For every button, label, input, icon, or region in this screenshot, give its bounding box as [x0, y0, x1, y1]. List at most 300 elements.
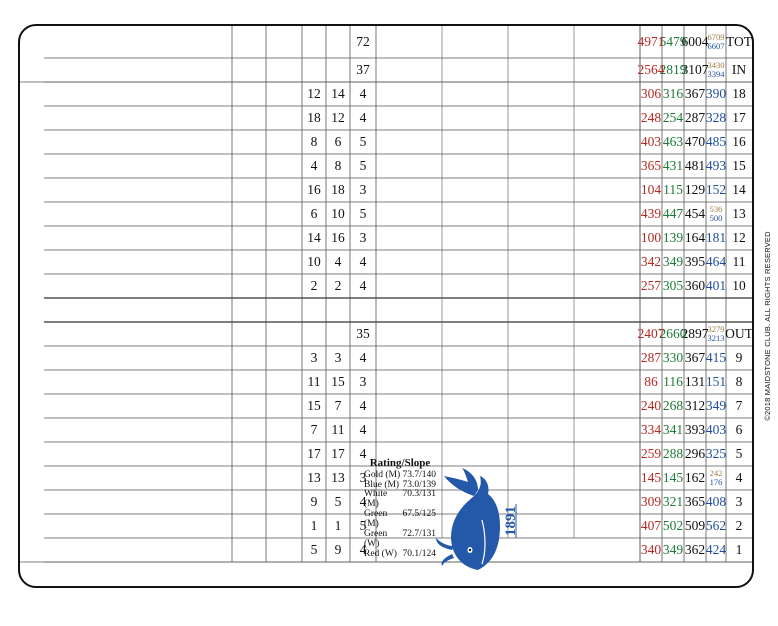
- red-yardage: 248: [640, 110, 662, 126]
- blue-yardage: 152: [705, 182, 727, 198]
- player-score-cell[interactable]: [376, 226, 442, 250]
- hcp-m-value: 18: [331, 182, 345, 198]
- hcp-m-value: 12: [331, 110, 345, 126]
- red-yardage: 2564: [637, 62, 665, 78]
- player-score-cell[interactable]: [442, 250, 508, 274]
- player-score-cell[interactable]: [442, 346, 508, 370]
- red-yardage: 403: [640, 134, 662, 150]
- hcp-m-value: [326, 322, 350, 346]
- player-score-cell[interactable]: [442, 442, 508, 466]
- rating-tee: Gold (M): [364, 469, 401, 480]
- hcp-w-value: 14: [307, 230, 321, 246]
- green-yardage: 115: [663, 182, 683, 198]
- blue-yardage-value: 6607: [707, 41, 725, 51]
- player-score-cell[interactable]: [376, 370, 442, 394]
- player-score-cell[interactable]: [574, 202, 640, 226]
- red-yardage: 100: [640, 230, 662, 246]
- plus-minus-cell[interactable]: [232, 82, 266, 106]
- rating-value: 70.3/131: [402, 489, 436, 500]
- white-yardage: 509: [684, 518, 706, 534]
- blue-yardage-value: 176: [709, 477, 723, 487]
- player-score-cell[interactable]: [508, 538, 574, 562]
- par-value: 4: [359, 278, 367, 294]
- player-score-cell[interactable]: [442, 226, 508, 250]
- blue-yardage: 325: [705, 446, 727, 462]
- green-yardage: 254: [662, 110, 684, 126]
- player-score-cell[interactable]: [442, 26, 508, 58]
- player-score-cell[interactable]: [508, 514, 574, 538]
- hcp-w-value: 16: [307, 182, 321, 198]
- blue-yardage-value: 3394: [707, 69, 725, 79]
- blue-yardage: [704, 468, 728, 488]
- white-yardage: 393: [684, 422, 706, 438]
- blue-yardage: 181: [705, 230, 727, 246]
- white-yardage: 162: [684, 470, 706, 486]
- player-score-cell[interactable]: [442, 490, 508, 514]
- rating-value: 73.7/140: [402, 469, 436, 480]
- player-score-cell[interactable]: [574, 346, 640, 370]
- hole-number: 15: [732, 158, 746, 174]
- player-score-cell[interactable]: [376, 418, 442, 442]
- player-score-cell[interactable]: [574, 58, 640, 82]
- plus-minus-cell[interactable]: [266, 226, 302, 250]
- red-yardage: 86: [644, 374, 658, 390]
- rating-value: 73.0/139: [402, 479, 436, 490]
- plus-minus-cell[interactable]: [232, 202, 266, 226]
- red-yardage: 259: [640, 446, 662, 462]
- rating-tee: White (M): [364, 489, 388, 510]
- plus-minus-cell[interactable]: [232, 58, 266, 82]
- green-yardage: 145: [662, 470, 684, 486]
- plus-minus-cell[interactable]: [232, 490, 266, 514]
- player-score-cell[interactable]: [574, 178, 640, 202]
- gold-yardage: 3279: [707, 324, 725, 335]
- hcp-w-value: 5: [310, 542, 318, 558]
- white-yardage: 365: [684, 494, 706, 510]
- hcp-w-value: 8: [310, 134, 318, 150]
- plus-minus-cell[interactable]: [232, 418, 266, 442]
- hcp-m-value: 6: [334, 134, 342, 150]
- green-yardage: 2660: [659, 326, 687, 342]
- plus-minus-cell[interactable]: [266, 514, 302, 538]
- hole-number: 1: [735, 542, 743, 558]
- player-score-cell[interactable]: [376, 26, 442, 58]
- par-value: 4: [359, 110, 367, 126]
- player-score-cell[interactable]: [574, 82, 640, 106]
- player-score-cell[interactable]: [574, 466, 640, 490]
- hole-number: 11: [732, 254, 746, 270]
- player-score-cell[interactable]: [574, 514, 640, 538]
- hcp-m-value: 4: [334, 254, 342, 270]
- player-score-cell[interactable]: [508, 394, 574, 418]
- player-score-cell[interactable]: [574, 418, 640, 442]
- blue-yardage: 403: [705, 422, 727, 438]
- player-score-cell[interactable]: [376, 202, 442, 226]
- player-score-cell[interactable]: [376, 154, 442, 178]
- blue-yardage: 151: [705, 374, 727, 390]
- player-score-cell[interactable]: [508, 274, 574, 298]
- player-score-cell[interactable]: [442, 202, 508, 226]
- player-score-cell[interactable]: [376, 106, 442, 130]
- blue-yardage: 485: [705, 134, 727, 150]
- white-yardage: 395: [684, 254, 706, 270]
- player-score-cell[interactable]: [574, 370, 640, 394]
- blue-yardage: 328: [705, 110, 727, 126]
- player-score-cell[interactable]: [574, 250, 640, 274]
- white-yardage: 454: [684, 206, 706, 222]
- player-score-cell[interactable]: [442, 130, 508, 154]
- par-value: 37: [356, 62, 370, 78]
- header-corner: [726, 562, 752, 586]
- par-value: 5: [359, 158, 367, 174]
- player-score-cell[interactable]: [574, 226, 640, 250]
- hole-number: 7: [735, 398, 743, 414]
- gold-yardage: 536: [709, 204, 723, 215]
- plus-minus-cell[interactable]: [266, 370, 302, 394]
- par-value: 35: [356, 326, 370, 342]
- rating-row: [364, 490, 436, 510]
- player-score-cell[interactable]: [442, 274, 508, 298]
- player-score-cell[interactable]: [574, 490, 640, 514]
- player-score-cell[interactable]: [508, 370, 574, 394]
- plus-minus-cell[interactable]: [232, 26, 266, 58]
- hcp-m-value: 16: [331, 230, 345, 246]
- plus-minus-cell[interactable]: [266, 346, 302, 370]
- par-value: 4: [359, 86, 367, 102]
- net-score-label: [548, 0, 580, 230]
- green-yardage: 305: [662, 278, 684, 294]
- hcp-w-value: 9: [310, 494, 318, 510]
- white-yardage: 129: [684, 182, 706, 198]
- white-yardage: 164: [684, 230, 706, 246]
- plus-minus-cell[interactable]: [266, 442, 302, 466]
- hole-number: 18: [732, 86, 746, 102]
- green-yardage: 139: [662, 230, 684, 246]
- player-score-cell[interactable]: [376, 274, 442, 298]
- blue-yardage: 401: [705, 278, 727, 294]
- hcp-w-value: 15: [307, 398, 321, 414]
- white-yardage: 367: [684, 86, 706, 102]
- hole-number: 8: [735, 374, 743, 390]
- plus-minus-cell[interactable]: [266, 274, 302, 298]
- hcp-w-value: 17: [307, 446, 321, 462]
- plus-minus-cell[interactable]: [232, 178, 266, 202]
- hcp-w-value: 10: [307, 254, 321, 270]
- attest-label: [289, 0, 311, 87]
- hcp-m-value: 14: [331, 86, 345, 102]
- red-yardage: 104: [640, 182, 662, 198]
- green-yardage: 116: [663, 374, 683, 390]
- plus-minus-cell[interactable]: [232, 514, 266, 538]
- red-yardage: 334: [640, 422, 662, 438]
- player-score-cell[interactable]: [574, 394, 640, 418]
- plus-minus-cell[interactable]: [266, 466, 302, 490]
- hole-number: TOT: [726, 34, 752, 50]
- blue-yardage: 390: [705, 86, 727, 102]
- plus-minus-cell[interactable]: [232, 370, 266, 394]
- rating-value: 67.5/125: [402, 509, 436, 520]
- plus-minus-cell[interactable]: [266, 178, 302, 202]
- green-yardage: 341: [662, 422, 684, 438]
- plus-minus-cell[interactable]: [232, 274, 266, 298]
- plus-minus-cell[interactable]: [232, 346, 266, 370]
- hole-number: 14: [732, 182, 746, 198]
- player-score-cell[interactable]: [442, 370, 508, 394]
- gold-yardage: 6709: [707, 32, 725, 43]
- red-yardage: 309: [640, 494, 662, 510]
- white-yardage: 287: [684, 110, 706, 126]
- scorecard-grid-rotated: [20, 26, 752, 586]
- player-score-cell[interactable]: [508, 490, 574, 514]
- red-yardage: 257: [640, 278, 662, 294]
- green-yardage: 330: [662, 350, 684, 366]
- plus-minus-cell[interactable]: [232, 442, 266, 466]
- green-yardage: 2819: [659, 62, 687, 78]
- player-score-cell[interactable]: [376, 322, 442, 346]
- par-value: 3: [359, 182, 367, 198]
- hcp-m-value: 7: [334, 398, 342, 414]
- par-value: 4: [359, 350, 367, 366]
- blue-yardage: 415: [705, 350, 727, 366]
- blue-yardage: 493: [705, 158, 727, 174]
- rating-tee: Green (W): [364, 529, 388, 550]
- white-yardage: 470: [684, 134, 706, 150]
- player-score-cell[interactable]: [442, 322, 508, 346]
- player-score-cell[interactable]: [442, 394, 508, 418]
- par-value: 4: [359, 494, 367, 510]
- hole-number: 5: [735, 446, 743, 462]
- player-score-cell[interactable]: [574, 274, 640, 298]
- white-yardage: 367: [684, 350, 706, 366]
- player-score-cell[interactable]: [442, 178, 508, 202]
- blue-yardage-value: 500: [709, 213, 723, 223]
- plus-minus-cell[interactable]: [232, 226, 266, 250]
- green-yardage: 502: [662, 518, 684, 534]
- white-yardage: 312: [684, 398, 706, 414]
- player-score-cell[interactable]: [442, 466, 508, 490]
- hole-number: 17: [732, 110, 746, 126]
- plus-minus-cell[interactable]: [266, 322, 302, 346]
- hole-number: 3: [735, 494, 743, 510]
- par-value: 5: [359, 206, 367, 222]
- player-score-cell[interactable]: [376, 58, 442, 82]
- player-score-cell[interactable]: [574, 130, 640, 154]
- player-score-cell[interactable]: [442, 538, 508, 562]
- green-yardage: 463: [662, 134, 684, 150]
- hcp-m-value: 2: [334, 278, 342, 294]
- player-score-cell[interactable]: [574, 322, 640, 346]
- scorecard: [18, 24, 772, 588]
- plus-minus-cell[interactable]: [266, 490, 302, 514]
- hcp-w-value: 18: [307, 110, 321, 126]
- hole-number: 2: [735, 518, 743, 534]
- par-value: 3: [359, 230, 367, 246]
- hcp-w-value: 4: [310, 158, 318, 174]
- blue-yardage-value: 3213: [707, 333, 725, 343]
- plus-minus-cell[interactable]: [232, 154, 266, 178]
- green-yardage: 349: [662, 542, 684, 558]
- red-yardage: 306: [640, 86, 662, 102]
- hole-number: 16: [732, 134, 746, 150]
- plus-minus-cell[interactable]: [232, 130, 266, 154]
- blue-yardage: 349: [705, 398, 727, 414]
- plus-minus-cell[interactable]: [266, 130, 302, 154]
- par-value: 72: [356, 34, 370, 50]
- hole-number: OUT: [725, 326, 753, 342]
- hcp-w-value: 12: [307, 86, 321, 102]
- red-yardage: 340: [640, 542, 662, 558]
- red-yardage: 365: [640, 158, 662, 174]
- par-value: 4: [359, 446, 367, 462]
- rating-row: [364, 530, 436, 550]
- white-yardage: 3107: [681, 62, 709, 78]
- par-value: 4: [359, 422, 367, 438]
- hcp-m-value: 11: [331, 422, 345, 438]
- player-score-cell[interactable]: [574, 26, 640, 58]
- hcp-m-value: [326, 58, 350, 82]
- hcp-m-value: 17: [331, 446, 345, 462]
- green-yardage: 316: [662, 86, 684, 102]
- red-yardage: 145: [640, 470, 662, 486]
- white-yardage: 481: [684, 158, 706, 174]
- plus-minus-cell[interactable]: [266, 250, 302, 274]
- player-score-cell[interactable]: [376, 250, 442, 274]
- green-yardage: 288: [662, 446, 684, 462]
- hcp-m-value: 13: [331, 470, 345, 486]
- rating-value: 70.1/124: [402, 549, 436, 560]
- rating-tee: Blue (M): [364, 479, 400, 490]
- hole-number: 4: [735, 470, 743, 486]
- par-value: 5: [359, 518, 367, 534]
- player-score-cell[interactable]: [442, 514, 508, 538]
- par-value: 4: [359, 542, 367, 558]
- red-yardage: 240: [640, 398, 662, 414]
- par-value: 3: [359, 374, 367, 390]
- hcp-w-value: 2: [310, 278, 318, 294]
- rating-tee: Red (W): [364, 549, 397, 560]
- player-score-cell[interactable]: [574, 154, 640, 178]
- rating-tee: Green (M): [364, 509, 388, 530]
- hole-number: 9: [735, 350, 743, 366]
- player-score-cell[interactable]: [376, 82, 442, 106]
- plus-minus-cell[interactable]: [266, 154, 302, 178]
- date-label: [718, 14, 740, 60]
- white-yardage: 296: [684, 446, 706, 462]
- player-score-cell[interactable]: [376, 178, 442, 202]
- player-score-cell[interactable]: [574, 538, 640, 562]
- player-score-cell[interactable]: [442, 82, 508, 106]
- hcp-w-value: 13: [307, 470, 321, 486]
- gold-yardage: 3430: [707, 60, 725, 71]
- rating-row: [364, 510, 436, 530]
- plus-minus-cell[interactable]: [266, 106, 302, 130]
- hcp-m-value: 9: [334, 542, 342, 558]
- hcp-m-value: 10: [331, 206, 345, 222]
- hole-number: 10: [732, 278, 746, 294]
- player-score-cell[interactable]: [376, 394, 442, 418]
- blue-yardage: 408: [705, 494, 727, 510]
- red-yardage: 287: [640, 350, 662, 366]
- player-score-cell[interactable]: [574, 442, 640, 466]
- white-yardage: 6004: [681, 34, 709, 50]
- player-score-cell[interactable]: [508, 346, 574, 370]
- par-value: 3: [359, 470, 367, 486]
- plus-minus-cell[interactable]: [266, 394, 302, 418]
- green-yardage: 268: [662, 398, 684, 414]
- rating-value: 72.7/131: [402, 529, 436, 540]
- plus-minus-cell[interactable]: [266, 418, 302, 442]
- player-score-cell[interactable]: [376, 130, 442, 154]
- hcp-w-value: 6: [310, 206, 318, 222]
- plus-minus-cell[interactable]: [232, 466, 266, 490]
- rating-slope-block: [350, 454, 442, 560]
- red-yardage: 342: [640, 254, 662, 270]
- player-score-cell[interactable]: [508, 466, 574, 490]
- hcp-m-value: 3: [334, 350, 342, 366]
- hcp-m-value: 15: [331, 374, 345, 390]
- red-yardage: 4971: [637, 34, 665, 50]
- green-yardage: 447: [662, 206, 684, 222]
- hcp-w-value: 11: [307, 374, 321, 390]
- hole-number: 6: [735, 422, 743, 438]
- plus-minus-cell[interactable]: [232, 106, 266, 130]
- green-yardage: 5479: [659, 34, 687, 50]
- blue-yardage: 562: [705, 518, 727, 534]
- hcp-m-value: 5: [334, 494, 342, 510]
- blue-yardage: 464: [705, 254, 727, 270]
- player-score-cell[interactable]: [508, 442, 574, 466]
- svg-text:1891: 1891: [503, 506, 519, 536]
- par-value: 4: [359, 398, 367, 414]
- player-score-cell[interactable]: [574, 106, 640, 130]
- player-score-cell[interactable]: [508, 322, 574, 346]
- player-score-cell[interactable]: [442, 58, 508, 82]
- scorer-label: [633, 0, 655, 77]
- par-value: 4: [359, 254, 367, 270]
- player-score-cell[interactable]: [376, 346, 442, 370]
- player-score-cell[interactable]: [442, 106, 508, 130]
- hcp-w-value: 7: [310, 422, 318, 438]
- plus-minus-cell[interactable]: [232, 322, 266, 346]
- blue-yardage: 424: [705, 542, 727, 558]
- green-yardage: 321: [662, 494, 684, 510]
- plus-minus-cell[interactable]: [232, 250, 266, 274]
- white-yardage: 2897: [681, 326, 709, 342]
- par-value: 5: [359, 134, 367, 150]
- green-yardage: 431: [662, 158, 684, 174]
- plus-minus-cell[interactable]: [232, 394, 266, 418]
- gold-yardage: 242: [709, 468, 723, 479]
- player-score-cell[interactable]: [508, 418, 574, 442]
- player-score-cell[interactable]: [442, 418, 508, 442]
- red-yardage: 407: [640, 518, 662, 534]
- plus-minus-cell[interactable]: [266, 538, 302, 562]
- hcp-m-value: 8: [334, 158, 342, 174]
- copyright-text: ©2018 MAIDSTONE CLUB. ALL RIGHTS RESERVED: [763, 231, 772, 421]
- hcp-w-value: 3: [310, 350, 318, 366]
- plus-minus-cell[interactable]: [266, 202, 302, 226]
- player-score-cell[interactable]: [442, 154, 508, 178]
- hole-number: IN: [731, 62, 747, 78]
- red-yardage: 439: [640, 206, 662, 222]
- hole-number: 12: [732, 230, 746, 246]
- scorecard-cells: [20, 26, 752, 586]
- rating-slope-title: Rating/Slope: [369, 457, 431, 469]
- plus-minus-cell[interactable]: [232, 538, 266, 562]
- rating-row: [364, 550, 436, 560]
- red-yardage: 2407: [637, 326, 665, 342]
- hcp-w-value: [302, 322, 326, 346]
